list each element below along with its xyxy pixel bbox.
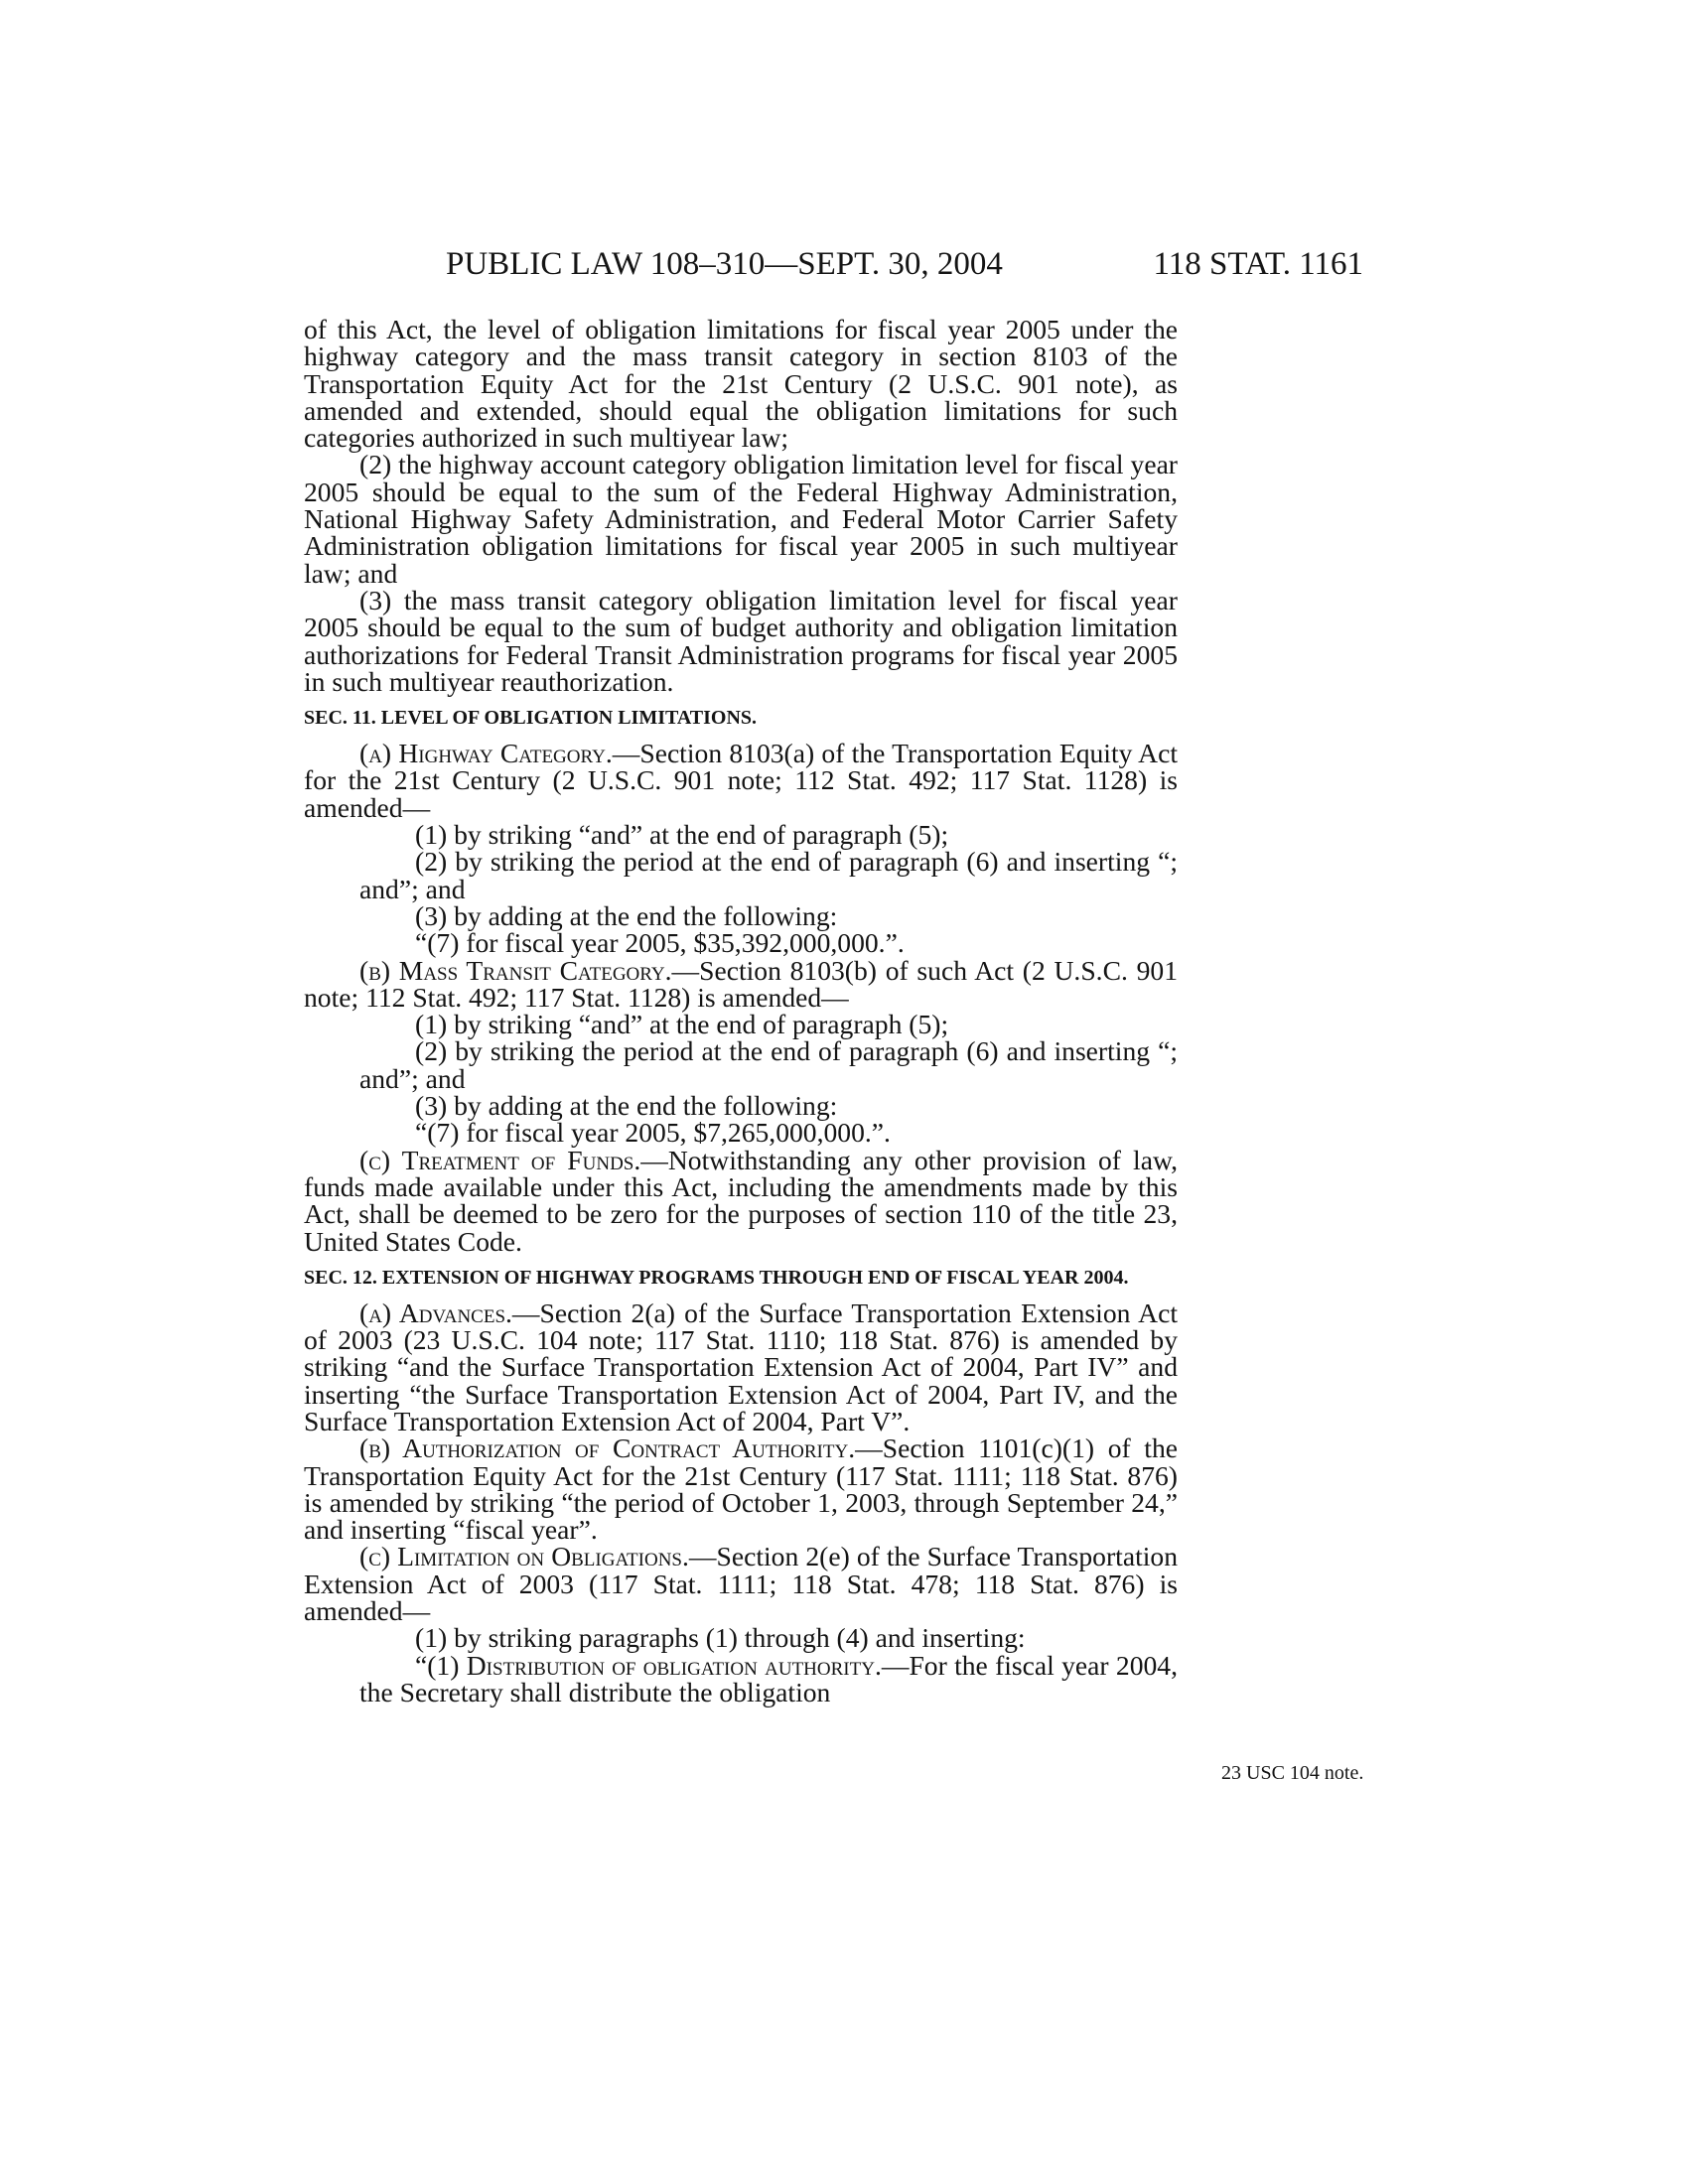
subsection-a-item-3: (3) by adding at the end the following: bbox=[415, 899, 838, 931]
sec12-subsection-b-heading: (b) Authorization of Contract Authority. bbox=[359, 1433, 856, 1464]
margin-note-citation: 23 USC 104 note. bbox=[1221, 1762, 1364, 1784]
section-heading-sec-12: SEC. 12. EXTENSION OF HIGHWAY PROGRAMS THROUGH END OF FISCAL YEAR 2004. bbox=[304, 1266, 1129, 1289]
subsection-a-heading: (a) Highway Category. bbox=[359, 738, 613, 769]
sec12-quoted-paragraph-1-body: —For the fiscal year 2004, the Secretary shall distribute the obligation bbox=[359, 1649, 1178, 1707]
sec12-quoted-paragraph-1 bbox=[304, 1649, 1178, 1707]
body-text-column bbox=[304, 316, 1178, 1706]
clause-3: (3) the mass transit category obligation limitation level for fiscal year 2005 should be equal to the sum of budget authority and obligation limitation authorizations for Federal Transit Administration programs for fiscal year 2005 in such multiyear reauthorization. bbox=[304, 584, 1178, 697]
sec12-subsection-b-body: —Section 1101(c)(1) of the Transportation Equity Act for the 21st Century (117 Stat. 1111; 118 Stat. 876) is amended by striking “the period of October 1, 2003, through September 24,” and inserting “fiscal year”. bbox=[304, 1433, 1179, 1546]
subsection-b-item-2: (2) by striking the period at the end of paragraph (6) and inserting “; and”; and bbox=[359, 1035, 1178, 1094]
running-header-title: PUBLIC LAW 108–310—SEPT. 30, 2004 bbox=[446, 246, 1003, 282]
paragraph-continued: of this Act, the level of obligation limitations for fiscal year 2005 under the highway category and the mass transit category in section 8103 of the Transportation Equity Act for the 21st Century (2 U.S.C. 901 note), as amended and extended, should equal the obligation limitations for such categories authorized in such multiyear law; bbox=[304, 314, 1178, 454]
subsection-c bbox=[304, 1144, 1178, 1257]
section-heading-sec-11: SEC. 11. LEVEL OF OBLIGATION LIMITATIONS. bbox=[304, 707, 758, 730]
sec12-subsection-b bbox=[304, 1433, 1179, 1546]
page-number: 118 STAT. 1161 bbox=[1153, 246, 1363, 282]
sec12-subsection-c bbox=[304, 1541, 1178, 1627]
subsection-b-item-3: (3) by adding at the end the following: bbox=[415, 1090, 838, 1122]
sec12-subsection-a bbox=[304, 1299, 1178, 1434]
sec12-subsection-c-heading: (c) Limitation on Obligations. bbox=[359, 1541, 689, 1572]
subsection-a-item-1: (1) by striking “and” at the end of paragraph (5); bbox=[415, 819, 949, 851]
subsection-a-body: —Section 8103(a) of the Transportation Equity Act for the 21st Century (2 U.S.C. 901 note; 112 Stat. 492; 117 Stat. 1128) is amended— bbox=[304, 738, 1178, 823]
subsection-c-body: —Notwithstanding any other provision of law, funds made available under this Act, including the amendments made by this Act, shall be deemed to be zero for the purposes of section 110 of the title 23, United States Code. bbox=[304, 1144, 1178, 1257]
sec12-subsection-a-heading: (a) Advances. bbox=[359, 1297, 512, 1328]
subsection-b-body: —Section 8103(b) of such Act (2 U.S.C. 901 note; 112 Stat. 492; 117 Stat. 1128) is amended— bbox=[304, 954, 1178, 1013]
sec12-subsection-a-body: —Section 2(a) of the Surface Transportation Extension Act of 2003 (23 U.S.C. 104 note; 117 Stat. 1110; 118 Stat. 876) is amended by striking “and the Surface Transportation Extension Act of 2004, Part IV” and inserting “the Surface Transportation Extension Act of 2004, Part IV, and the Surface Transportation Extension Act of 2004, Part V”. bbox=[304, 1297, 1178, 1436]
subsection-b bbox=[304, 954, 1178, 1013]
subsection-a-quoted-paragraph: “(7) for fiscal year 2005, $35,392,000,000.”. bbox=[415, 927, 905, 959]
subsection-b-quoted-paragraph: “(7) for fiscal year 2005, $7,265,000,000.”. bbox=[415, 1117, 891, 1149]
sec12-subsection-c-body: —Section 2(e) of the Surface Transportation Extension Act of 2003 (117 Stat. 1111; 118 Stat. 478; 118 Stat. 876) is amended— bbox=[304, 1541, 1178, 1627]
subsection-a bbox=[304, 740, 1178, 821]
sec12-subsection-c-item-1: (1) by striking paragraphs (1) through (4) and inserting: bbox=[415, 1622, 1026, 1654]
clause-2: (2) the highway account category obligation limitation level for fiscal year 2005 should be equal to the sum of the Federal Highway Administration, National Highway Safety Administration, and Federal Motor Carrier Safety Administration obligation limitations for fiscal year 2005 in such multiyear law; and bbox=[304, 449, 1178, 589]
subsection-b-heading: (b) Mass Transit Category. bbox=[359, 954, 672, 986]
subsection-a-item-2: (2) by striking the period at the end of paragraph (6) and inserting “; and”; and bbox=[359, 846, 1178, 904]
sec12-quoted-paragraph-1-heading: “(1) Distribution of obligation authority. bbox=[415, 1649, 882, 1681]
subsection-b-item-1: (1) by striking “and” at the end of paragraph (5); bbox=[415, 1009, 949, 1040]
subsection-c-heading: (c) Treatment of Funds. bbox=[359, 1144, 641, 1175]
